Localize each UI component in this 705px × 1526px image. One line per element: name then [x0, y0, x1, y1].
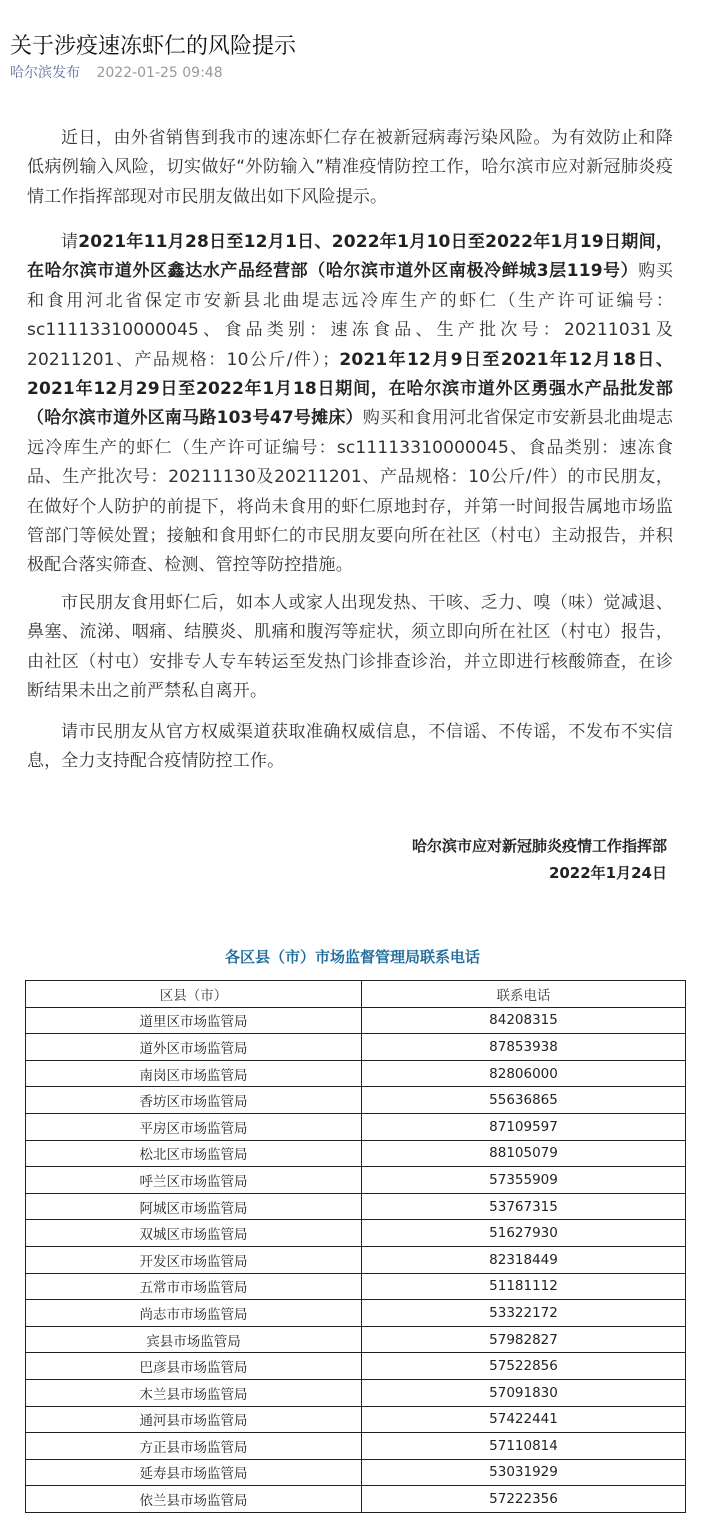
district-office-cell: 宾县市场监管局 [26, 1326, 362, 1353]
table-row [26, 1433, 686, 1460]
phone-number-cell: 51181112 [362, 1273, 686, 1300]
bold-location-text: 2021年12月9日至2021年12月18日、2021年12月29日至2022年1月18日期间，在哈尔滨市道外区勇强水产品批发部（哈尔滨市道外区南马路103号47号摊床） [27, 349, 673, 429]
district-office-cell: 道里区市场监管局 [26, 1007, 362, 1034]
phone-number-cell: 53031929 [362, 1459, 686, 1486]
signature-date: 2022年1月24日 [548, 864, 667, 882]
district-office-cell: 道外区市场监管局 [26, 1034, 362, 1061]
phone-number-cell: 57522856 [362, 1353, 686, 1380]
contacts-table [25, 980, 686, 1513]
contacts-table-title: 各区县（市）市场监督管理局联系电话 [224, 948, 480, 966]
table-row [26, 1486, 686, 1513]
phone-number-cell: 87853938 [362, 1034, 686, 1061]
district-office-cell: 巴彦县市场监管局 [26, 1353, 362, 1380]
district-office-cell: 通河县市场监管局 [26, 1406, 362, 1433]
paragraph-text: 购买和食用河北省保定市安新县北曲堤志远冷库生产的虾仁（生产许可证编号：sc11113310000045、食品类别：速冻食品、生产批次号：20211130及20211201、产品规格：10公斤/件）的市民朋友，在做好个人防护的前提下，将尚未食用的虾仁原地封存，并第一时间报告属地市场监管部门等候处置；接触和食用虾仁的市民朋友要向所在社区（村屯）主动报告，并积极配合落实筛查、检测、管控等防控措施。 [27, 408, 674, 576]
table-row [26, 1353, 686, 1380]
phone-number-cell: 51627930 [362, 1220, 686, 1247]
phone-number-cell: 57222356 [362, 1486, 686, 1513]
district-office-cell: 延寿县市场监管局 [26, 1459, 362, 1486]
phone-number-cell: 57982827 [362, 1326, 686, 1353]
table-row [26, 1246, 686, 1273]
table-row [26, 1220, 686, 1247]
publish-time: 2022-01-25 09:48 [96, 65, 223, 81]
district-office-cell: 方正县市场监管局 [26, 1433, 362, 1460]
phone-number-cell: 82806000 [362, 1060, 686, 1087]
paragraph-text: 购买和食用河北省保定市安新县北曲堤志远冷库生产的虾仁（生产许可证编号：sc11113310000045、食品类别：速冻食品、生产批次号：20211031及20211201、产品规格：10公斤/件）； [27, 261, 673, 370]
district-office-cell: 木兰县市场监管局 [26, 1379, 362, 1406]
signature-org: 哈尔滨市应对新冠肺炎疫情工作指挥部 [411, 837, 667, 855]
column-header-phone: 联系电话 [362, 981, 686, 1008]
paragraph-text: 请 [61, 232, 79, 252]
article-meta [10, 62, 223, 82]
article-title: 关于涉疫速冻虾仁的风险提示 [10, 33, 297, 59]
district-office-cell: 阿城区市场监管局 [26, 1193, 362, 1220]
phone-number-cell: 57422441 [362, 1406, 686, 1433]
paragraph-official-info: 请市民朋友从官方权威渠道获取准确权威信息，不信谣、不传谣，不发布不实信息，全力支持配合疫情防控工作。 [27, 722, 673, 772]
phone-number-cell: 87109597 [362, 1113, 686, 1140]
phone-number-cell: 88105079 [362, 1140, 686, 1167]
account-name-link[interactable]: 哈尔滨发布 [10, 65, 80, 81]
phone-number-cell: 82318449 [362, 1246, 686, 1273]
district-office-cell: 开发区市场监管局 [26, 1246, 362, 1273]
table-row [26, 1459, 686, 1486]
district-office-cell: 香坊区市场监管局 [26, 1087, 362, 1114]
table-row [26, 1087, 686, 1114]
table-row [26, 1326, 686, 1353]
district-office-cell: 呼兰区市场监管局 [26, 1167, 362, 1194]
district-office-cell: 尚志市市场监管局 [26, 1300, 362, 1327]
district-office-cell: 平房区市场监管局 [26, 1113, 362, 1140]
phone-number-cell: 57091830 [362, 1379, 686, 1406]
district-office-cell: 南岗区市场监管局 [26, 1060, 362, 1087]
district-office-cell: 松北区市场监管局 [26, 1140, 362, 1167]
bold-location-text: 2021年11月28日至12月1日、2022年1月10日至2022年1月19日期间，在哈尔滨市道外区鑫达水产品经营部（哈尔滨市道外区南极冷鲜城3层119号） [27, 232, 674, 282]
paragraph-risk-details [27, 228, 673, 581]
table-row [26, 1007, 686, 1034]
table-header-row [26, 981, 686, 1008]
district-office-cell: 双城区市场监管局 [26, 1220, 362, 1247]
table-row [26, 1406, 686, 1433]
phone-number-cell: 53767315 [362, 1193, 686, 1220]
table-row [26, 1060, 686, 1087]
contacts-table-body [26, 1007, 686, 1512]
table-row [26, 1300, 686, 1327]
table-row [26, 1113, 686, 1140]
phone-number-cell: 84208315 [362, 1007, 686, 1034]
district-office-cell: 五常市市场监管局 [26, 1273, 362, 1300]
table-row [26, 1140, 686, 1167]
table-row [26, 1167, 686, 1194]
table-row [26, 1273, 686, 1300]
column-header-district: 区县（市） [26, 981, 362, 1008]
phone-number-cell: 57110814 [362, 1433, 686, 1460]
phone-number-cell: 53322172 [362, 1300, 686, 1327]
phone-number-cell: 55636865 [362, 1087, 686, 1114]
table-row [26, 1193, 686, 1220]
phone-number-cell: 57355909 [362, 1167, 686, 1194]
paragraph-intro: 近日，由外省销售到我市的速冻虾仁存在被新冠病毒污染风险。为有效防止和降低病例输入风险，切实做好“外防输入”精准疫情防控工作，哈尔滨市应对新冠肺炎疫情工作指挥部现对市民朋友做出如下风险提示。 [27, 128, 673, 207]
table-row [26, 1379, 686, 1406]
paragraph-symptoms: 市民朋友食用虾仁后，如本人或家人出现发热、干咳、乏力、嗅（味）觉减退、鼻塞、流涕、咽痛、结膜炎、肌痛和腹泻等症状，须立即向所在社区（村屯）报告，由社区（村屯）安排专人专车转运至发热门诊排查诊治，并立即进行核酸筛查，在诊断结果未出之前严禁私自离开。 [27, 593, 673, 702]
table-row [26, 1034, 686, 1061]
district-office-cell: 依兰县市场监管局 [26, 1486, 362, 1513]
